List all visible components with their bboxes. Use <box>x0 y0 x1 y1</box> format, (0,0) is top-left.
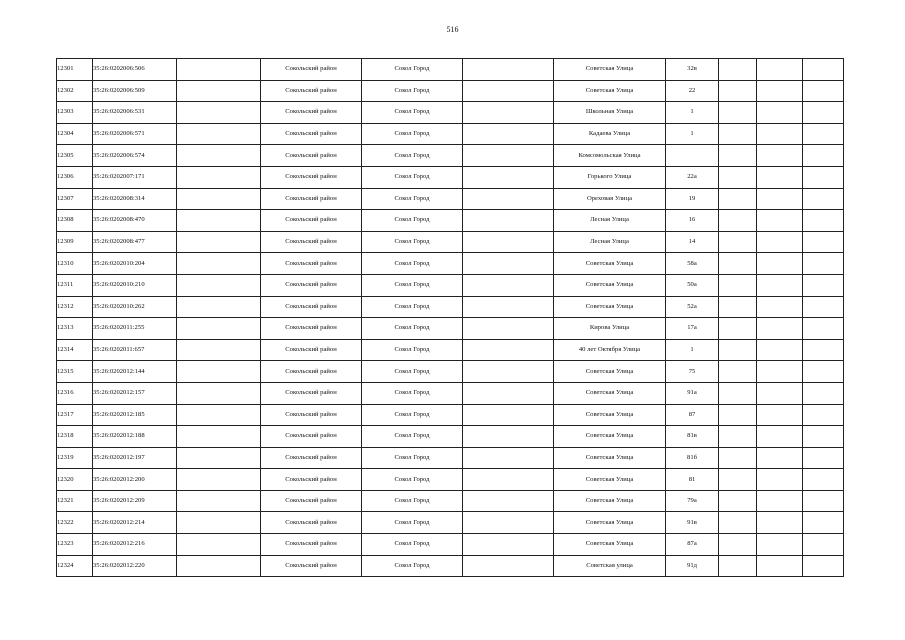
cell-empty <box>803 361 844 383</box>
cell-street: Кадаева Улица <box>554 123 666 145</box>
table-row <box>57 166 844 188</box>
cell-house: 1 <box>666 123 719 145</box>
cell-house: 75 <box>666 361 719 383</box>
table-row <box>57 555 844 577</box>
cell-street: Советская Улица <box>554 426 666 448</box>
cell-cadastral-number: 35:26:0202010:262 <box>93 296 177 318</box>
cell-record-number: 12315 <box>57 361 93 383</box>
cell-house: 52а <box>666 296 719 318</box>
table-row <box>57 447 844 469</box>
cell-cadastral-number: 35:26:0202012:200 <box>93 469 177 491</box>
cell-district: Сокольский район <box>261 361 362 383</box>
cell-empty <box>463 102 554 124</box>
cell-district: Сокольский район <box>261 210 362 232</box>
cell-settlement: Сокол Город <box>362 253 463 275</box>
cell-street: Советская Улица <box>554 274 666 296</box>
cell-settlement: Сокол Город <box>362 339 463 361</box>
cell-empty <box>177 123 261 145</box>
cell-cadastral-number: 35:26:0202012:214 <box>93 512 177 534</box>
cell-cadastral-number: 35:26:0202007:171 <box>93 166 177 188</box>
cell-district: Сокольский район <box>261 318 362 340</box>
cell-empty <box>463 59 554 81</box>
table-row <box>57 188 844 210</box>
cell-empty <box>803 253 844 275</box>
cell-house: 87 <box>666 404 719 426</box>
cell-empty <box>719 296 757 318</box>
table-row <box>57 296 844 318</box>
cell-record-number: 12304 <box>57 123 93 145</box>
cell-empty <box>177 404 261 426</box>
cell-empty <box>803 404 844 426</box>
cell-settlement: Сокол Город <box>362 231 463 253</box>
cell-street: Советская Улица <box>554 512 666 534</box>
cell-record-number: 12320 <box>57 469 93 491</box>
cell-record-number: 12323 <box>57 534 93 556</box>
cell-settlement: Сокол Город <box>362 382 463 404</box>
table-row <box>57 145 844 167</box>
cell-empty <box>757 123 803 145</box>
cell-settlement: Сокол Город <box>362 404 463 426</box>
cell-house: 81 <box>666 469 719 491</box>
cell-house: 58а <box>666 253 719 275</box>
cell-street: 40 лет Октября Улица <box>554 339 666 361</box>
cell-empty <box>463 426 554 448</box>
cell-house: 16 <box>666 210 719 232</box>
cell-empty <box>463 555 554 577</box>
cell-record-number: 12307 <box>57 188 93 210</box>
cell-settlement: Сокол Город <box>362 188 463 210</box>
cell-empty <box>177 534 261 556</box>
page-number: 516 <box>446 25 459 34</box>
cell-district: Сокольский район <box>261 80 362 102</box>
cell-cadastral-number: 35:26:0202012:185 <box>93 404 177 426</box>
cell-settlement: Сокол Город <box>362 361 463 383</box>
cell-house: 91в <box>666 512 719 534</box>
cell-house: 91д <box>666 555 719 577</box>
cell-house: 1 <box>666 102 719 124</box>
cell-house: 87а <box>666 534 719 556</box>
cell-empty <box>719 555 757 577</box>
table-row <box>57 210 844 232</box>
cell-empty <box>803 145 844 167</box>
cell-cadastral-number: 35:26:0202006:506 <box>93 59 177 81</box>
cell-street: Советская улица <box>554 555 666 577</box>
cell-street: Ореховая Улица <box>554 188 666 210</box>
cell-empty <box>177 59 261 81</box>
cell-empty <box>719 59 757 81</box>
cell-settlement: Сокол Город <box>362 512 463 534</box>
cell-empty <box>177 166 261 188</box>
cell-street: Советская Улица <box>554 59 666 81</box>
cell-district: Сокольский район <box>261 274 362 296</box>
cell-empty <box>177 210 261 232</box>
cell-empty <box>463 123 554 145</box>
cell-empty <box>757 59 803 81</box>
cell-house: 17а <box>666 318 719 340</box>
cell-empty <box>177 253 261 275</box>
cell-settlement: Сокол Город <box>362 274 463 296</box>
cell-settlement: Сокол Город <box>362 555 463 577</box>
cell-empty <box>719 447 757 469</box>
cell-record-number: 12311 <box>57 274 93 296</box>
cell-record-number: 12314 <box>57 339 93 361</box>
table-row <box>57 102 844 124</box>
table-row <box>57 404 844 426</box>
table-row <box>57 490 844 512</box>
cell-district: Сокольский район <box>261 426 362 448</box>
cell-empty <box>719 188 757 210</box>
cell-record-number: 12319 <box>57 447 93 469</box>
cell-house: 91а <box>666 382 719 404</box>
cell-district: Сокольский район <box>261 231 362 253</box>
cell-street: Советская Улица <box>554 382 666 404</box>
cell-cadastral-number: 35:26:0202011:657 <box>93 339 177 361</box>
cell-house: 81б <box>666 447 719 469</box>
cell-empty <box>757 426 803 448</box>
cell-empty <box>463 296 554 318</box>
table-body <box>57 59 844 577</box>
table-row <box>57 123 844 145</box>
cell-empty <box>463 490 554 512</box>
cell-empty <box>757 555 803 577</box>
cell-empty <box>463 231 554 253</box>
table-row <box>57 534 844 556</box>
cell-empty <box>177 80 261 102</box>
cell-district: Сокольский район <box>261 339 362 361</box>
cell-empty <box>177 274 261 296</box>
cell-district: Сокольский район <box>261 447 362 469</box>
cell-cadastral-number: 35:26:0202010:204 <box>93 253 177 275</box>
table-row <box>57 339 844 361</box>
cell-street: Школьная Улица <box>554 102 666 124</box>
cell-empty <box>463 361 554 383</box>
cell-empty <box>757 318 803 340</box>
cell-house: 81в <box>666 426 719 448</box>
cell-empty <box>463 534 554 556</box>
table-row <box>57 469 844 491</box>
cell-record-number: 12317 <box>57 404 93 426</box>
cell-empty <box>803 296 844 318</box>
cell-settlement: Сокол Город <box>362 210 463 232</box>
cell-empty <box>719 102 757 124</box>
cell-settlement: Сокол Город <box>362 318 463 340</box>
cell-empty <box>719 210 757 232</box>
table-row <box>57 253 844 275</box>
cell-street: Советская Улица <box>554 361 666 383</box>
cell-empty <box>757 102 803 124</box>
cell-empty <box>719 490 757 512</box>
cell-empty <box>803 447 844 469</box>
cell-empty <box>757 253 803 275</box>
cell-settlement: Сокол Город <box>362 296 463 318</box>
cell-cadastral-number: 35:26:0202006:509 <box>93 80 177 102</box>
cell-street: Лесная Улица <box>554 210 666 232</box>
table-row <box>57 512 844 534</box>
cell-empty <box>463 253 554 275</box>
cell-empty <box>177 469 261 491</box>
cell-street: Советская Улица <box>554 534 666 556</box>
cell-empty <box>719 80 757 102</box>
cell-district: Сокольский район <box>261 512 362 534</box>
cell-empty <box>719 339 757 361</box>
cell-street: Советская Улица <box>554 80 666 102</box>
cell-empty <box>177 490 261 512</box>
cell-cadastral-number: 35:26:0202012:209 <box>93 490 177 512</box>
cell-empty <box>177 382 261 404</box>
cell-empty <box>177 102 261 124</box>
cell-street: Горького Улица <box>554 166 666 188</box>
cell-settlement: Сокол Город <box>362 426 463 448</box>
cell-street: Советская Улица <box>554 253 666 275</box>
cell-empty <box>719 404 757 426</box>
cell-cadastral-number: 35:26:0202012:144 <box>93 361 177 383</box>
cell-empty <box>757 188 803 210</box>
cell-empty <box>177 512 261 534</box>
cell-house: 50а <box>666 274 719 296</box>
table-row <box>57 382 844 404</box>
cell-settlement: Сокол Город <box>362 59 463 81</box>
cell-empty <box>177 318 261 340</box>
registry-table <box>56 58 844 577</box>
cell-empty <box>757 339 803 361</box>
cell-empty <box>463 512 554 534</box>
cell-empty <box>719 274 757 296</box>
cell-empty <box>463 404 554 426</box>
cell-settlement: Сокол Город <box>362 469 463 491</box>
cell-empty <box>803 490 844 512</box>
cell-empty <box>757 231 803 253</box>
cell-empty <box>803 555 844 577</box>
cell-district: Сокольский район <box>261 534 362 556</box>
cell-empty <box>719 123 757 145</box>
cell-empty <box>463 80 554 102</box>
cell-empty <box>463 339 554 361</box>
cell-record-number: 12322 <box>57 512 93 534</box>
table-row <box>57 59 844 81</box>
cell-district: Сокольский район <box>261 123 362 145</box>
cell-settlement: Сокол Город <box>362 123 463 145</box>
cell-empty <box>803 469 844 491</box>
cell-cadastral-number: 35:26:0202006:574 <box>93 145 177 167</box>
cell-empty <box>177 361 261 383</box>
cell-house: 32в <box>666 59 719 81</box>
cell-empty <box>463 210 554 232</box>
cell-empty <box>177 426 261 448</box>
cell-record-number: 12321 <box>57 490 93 512</box>
cell-empty <box>803 512 844 534</box>
cell-district: Сокольский район <box>261 469 362 491</box>
cell-empty <box>757 447 803 469</box>
cell-empty <box>719 534 757 556</box>
cell-house: 19 <box>666 188 719 210</box>
cell-settlement: Сокол Город <box>362 102 463 124</box>
cell-district: Сокольский район <box>261 166 362 188</box>
cell-record-number: 12312 <box>57 296 93 318</box>
cell-record-number: 12308 <box>57 210 93 232</box>
cell-empty <box>719 426 757 448</box>
cell-empty <box>177 447 261 469</box>
cell-empty <box>757 145 803 167</box>
cell-empty <box>803 318 844 340</box>
cell-cadastral-number: 35:26:0202006:531 <box>93 102 177 124</box>
cell-empty <box>463 469 554 491</box>
cell-empty <box>803 59 844 81</box>
cell-record-number: 12305 <box>57 145 93 167</box>
cell-empty <box>177 231 261 253</box>
cell-cadastral-number: 35:26:0202008:470 <box>93 210 177 232</box>
cell-record-number: 12309 <box>57 231 93 253</box>
cell-empty <box>803 210 844 232</box>
cell-empty <box>719 253 757 275</box>
cell-house: 22а <box>666 166 719 188</box>
cell-record-number: 12306 <box>57 166 93 188</box>
cell-cadastral-number: 35:26:0202012:197 <box>93 447 177 469</box>
cell-cadastral-number: 35:26:0202012:157 <box>93 382 177 404</box>
cell-empty <box>757 469 803 491</box>
table-row <box>57 361 844 383</box>
cell-empty <box>803 188 844 210</box>
cell-empty <box>463 274 554 296</box>
cell-empty <box>463 166 554 188</box>
cell-empty <box>463 188 554 210</box>
cell-empty <box>803 534 844 556</box>
cell-empty <box>803 231 844 253</box>
cell-empty <box>757 404 803 426</box>
cell-empty <box>757 296 803 318</box>
cell-record-number: 12318 <box>57 426 93 448</box>
cell-district: Сокольский район <box>261 188 362 210</box>
cell-empty <box>803 274 844 296</box>
cell-settlement: Сокол Город <box>362 80 463 102</box>
table-row <box>57 231 844 253</box>
cell-empty <box>719 361 757 383</box>
cell-empty <box>177 145 261 167</box>
cell-district: Сокольский район <box>261 253 362 275</box>
cell-settlement: Сокол Город <box>362 534 463 556</box>
cell-record-number: 12310 <box>57 253 93 275</box>
cell-empty <box>757 274 803 296</box>
cell-empty <box>803 382 844 404</box>
cell-district: Сокольский район <box>261 555 362 577</box>
cell-empty <box>719 145 757 167</box>
cell-empty <box>719 382 757 404</box>
cell-empty <box>177 339 261 361</box>
cell-empty <box>719 166 757 188</box>
cell-empty <box>757 361 803 383</box>
cell-empty <box>757 490 803 512</box>
cell-empty <box>803 123 844 145</box>
cell-street: Лесная Улица <box>554 231 666 253</box>
cell-record-number: 12303 <box>57 102 93 124</box>
cell-empty <box>177 555 261 577</box>
table-row <box>57 318 844 340</box>
cell-house: 22 <box>666 80 719 102</box>
cell-record-number: 12302 <box>57 80 93 102</box>
cell-district: Сокольский район <box>261 490 362 512</box>
cell-empty <box>757 534 803 556</box>
cell-empty <box>463 318 554 340</box>
cell-settlement: Сокол Город <box>362 145 463 167</box>
cell-empty <box>803 102 844 124</box>
cell-empty <box>757 512 803 534</box>
cell-empty <box>177 188 261 210</box>
cell-cadastral-number: 35:26:0202011:255 <box>93 318 177 340</box>
table-row <box>57 80 844 102</box>
cell-district: Сокольский район <box>261 102 362 124</box>
cell-cadastral-number: 35:26:0202008:314 <box>93 188 177 210</box>
cell-street: Советская Улица <box>554 404 666 426</box>
cell-empty <box>719 512 757 534</box>
cell-empty <box>757 382 803 404</box>
cell-record-number: 12313 <box>57 318 93 340</box>
cell-empty <box>719 469 757 491</box>
cell-district: Сокольский район <box>261 296 362 318</box>
table-row <box>57 274 844 296</box>
cell-settlement: Сокол Город <box>362 490 463 512</box>
cell-district: Сокольский район <box>261 382 362 404</box>
cell-district: Сокольский район <box>261 59 362 81</box>
cell-record-number: 12301 <box>57 59 93 81</box>
cell-street: Комсомольская Улица <box>554 145 666 167</box>
cell-street: Советская Улица <box>554 469 666 491</box>
cell-cadastral-number: 35:26:0202012:220 <box>93 555 177 577</box>
cell-district: Сокольский район <box>261 404 362 426</box>
cell-empty <box>803 426 844 448</box>
cell-cadastral-number: 35:26:0202010:210 <box>93 274 177 296</box>
cell-empty <box>719 318 757 340</box>
cell-empty <box>803 339 844 361</box>
cell-settlement: Сокол Город <box>362 447 463 469</box>
cell-house: 14 <box>666 231 719 253</box>
cell-cadastral-number: 35:26:0202008:477 <box>93 231 177 253</box>
cell-cadastral-number: 35:26:0202012:188 <box>93 426 177 448</box>
cell-street: Советская Улица <box>554 447 666 469</box>
cell-empty <box>757 80 803 102</box>
cell-empty <box>177 296 261 318</box>
cell-empty <box>463 145 554 167</box>
cell-house: 1 <box>666 339 719 361</box>
cell-record-number: 12316 <box>57 382 93 404</box>
cell-street: Советская Улица <box>554 296 666 318</box>
cell-settlement: Сокол Город <box>362 166 463 188</box>
cell-empty <box>803 80 844 102</box>
cell-empty <box>803 166 844 188</box>
cell-house: 79а <box>666 490 719 512</box>
cell-record-number: 12324 <box>57 555 93 577</box>
cell-empty <box>757 166 803 188</box>
table-row <box>57 426 844 448</box>
cell-empty <box>463 447 554 469</box>
cell-house <box>666 145 719 167</box>
cell-empty <box>463 382 554 404</box>
cell-empty <box>757 210 803 232</box>
cell-empty <box>719 231 757 253</box>
cell-street: Советская Улица <box>554 490 666 512</box>
cell-cadastral-number: 35:26:0202006:571 <box>93 123 177 145</box>
cell-street: Кирова Улица <box>554 318 666 340</box>
cell-district: Сокольский район <box>261 145 362 167</box>
cell-cadastral-number: 35:26:0202012:216 <box>93 534 177 556</box>
